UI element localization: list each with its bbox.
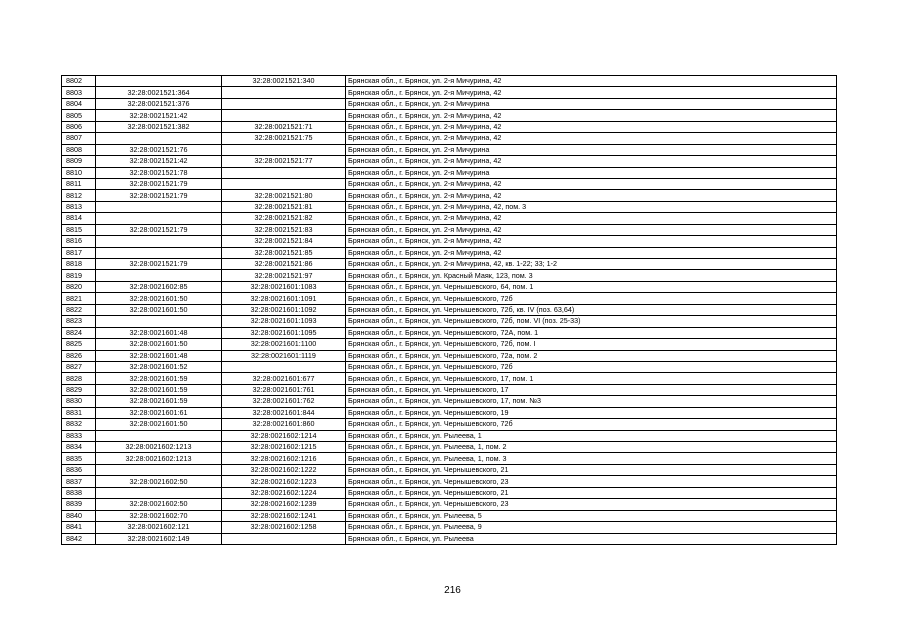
row-number-cell: 8814 <box>62 213 96 224</box>
address-cell: Брянская обл., г. Брянск, ул. Красный Маяк, 123, пом. 3 <box>346 270 837 281</box>
address-cell: Брянская обл., г. Брянск, ул. 2-я Мичурина, 42 <box>346 133 837 144</box>
table-row <box>62 361 837 372</box>
row-number-cell: 8805 <box>62 110 96 121</box>
row-number-cell: 8832 <box>62 419 96 430</box>
address-cell: Брянская обл., г. Брянск, ул. Чернышевского, 21 <box>346 487 837 498</box>
table-row <box>62 384 837 395</box>
table-row <box>62 419 837 430</box>
row-number-cell: 8826 <box>62 350 96 361</box>
object-cadastral-number-cell: 32:28:0021602:1239 <box>222 499 346 510</box>
table-row <box>62 442 837 453</box>
object-cadastral-number-cell: 32:28:0021521:97 <box>222 270 346 281</box>
table-row <box>62 190 837 201</box>
object-cadastral-number-cell: 32:28:0021601:1100 <box>222 339 346 350</box>
object-cadastral-number-cell: 32:28:0021601:1083 <box>222 281 346 292</box>
address-cell: Брянская обл., г. Брянск, ул. Чернышевского, 17 <box>346 384 837 395</box>
object-cadastral-number-cell: 32:28:0021601:677 <box>222 373 346 384</box>
row-number-cell: 8831 <box>62 407 96 418</box>
cadastral-number-cell: 32:28:0021521:79 <box>96 224 222 235</box>
row-number-cell: 8804 <box>62 98 96 109</box>
row-number-cell: 8828 <box>62 373 96 384</box>
cadastral-number-cell: 32:28:0021521:382 <box>96 121 222 132</box>
address-cell: Брянская обл., г. Брянск, ул. Чернышевского, 19 <box>346 407 837 418</box>
cadastral-number-cell: 32:28:0021602:85 <box>96 281 222 292</box>
address-cell: Брянская обл., г. Брянск, ул. 2-я Мичурина <box>346 98 837 109</box>
cadastral-number-cell: 32:28:0021602:1213 <box>96 442 222 453</box>
table-row <box>62 156 837 167</box>
table-row <box>62 304 837 315</box>
table-row <box>62 339 837 350</box>
object-cadastral-number-cell: 32:28:0021601:1095 <box>222 327 346 338</box>
cadastral-number-cell <box>96 270 222 281</box>
object-cadastral-number-cell: 32:28:0021602:1241 <box>222 510 346 521</box>
cadastral-number-cell: 32:28:0021521:78 <box>96 167 222 178</box>
page-number: 216 <box>444 585 461 596</box>
address-cell: Брянская обл., г. Брянск, ул. Чернышевского, 72б <box>346 361 837 372</box>
cadastral-number-cell: 32:28:0021601:48 <box>96 327 222 338</box>
address-cell: Брянская обл., г. Брянск, ул. Рылеева, 9 <box>346 522 837 533</box>
table-row <box>62 201 837 212</box>
table-row <box>62 213 837 224</box>
address-cell: Брянская обл., г. Брянск, ул. 2-я Мичурина, 42 <box>346 224 837 235</box>
table-row <box>62 236 837 247</box>
table-row <box>62 121 837 132</box>
cadastral-number-cell: 32:28:0021521:79 <box>96 190 222 201</box>
row-number-cell: 8825 <box>62 339 96 350</box>
cadastral-number-cell: 32:28:0021601:61 <box>96 407 222 418</box>
address-cell: Брянская обл., г. Брянск, ул. Чернышевского, 64, пом. 1 <box>346 281 837 292</box>
address-cell: Брянская обл., г. Брянск, ул. 2-я Мичурина, 42 <box>346 156 837 167</box>
row-number-cell: 8818 <box>62 259 96 270</box>
object-cadastral-number-cell: 32:28:0021602:1224 <box>222 487 346 498</box>
table-row <box>62 533 837 544</box>
registry-table-body <box>62 76 837 545</box>
cadastral-number-cell: 32:28:0021521:79 <box>96 178 222 189</box>
table-row <box>62 259 837 270</box>
row-number-cell: 8839 <box>62 499 96 510</box>
cadastral-number-cell <box>96 213 222 224</box>
address-cell: Брянская обл., г. Брянск, ул. 2-я Мичурина, 42, кв. 1-22; 33; 1-2 <box>346 259 837 270</box>
row-number-cell: 8820 <box>62 281 96 292</box>
address-cell: Брянская обл., г. Брянск, ул. 2-я Мичурина <box>346 167 837 178</box>
address-cell: Брянская обл., г. Брянск, ул. Чернышевского, 72а, пом. 2 <box>346 350 837 361</box>
address-cell: Брянская обл., г. Брянск, ул. 2-я Мичурина, 42 <box>346 121 837 132</box>
row-number-cell: 8829 <box>62 384 96 395</box>
row-number-cell: 8837 <box>62 476 96 487</box>
table-row <box>62 110 837 121</box>
cadastral-number-cell <box>96 430 222 441</box>
object-cadastral-number-cell: 32:28:0021601:761 <box>222 384 346 395</box>
table-row <box>62 270 837 281</box>
object-cadastral-number-cell <box>222 87 346 98</box>
row-number-cell: 8833 <box>62 430 96 441</box>
address-cell: Брянская обл., г. Брянск, ул. Чернышевского, 17, пом. 1 <box>346 373 837 384</box>
row-number-cell: 8808 <box>62 144 96 155</box>
table-row <box>62 476 837 487</box>
address-cell: Брянская обл., г. Брянск, ул. Рылеева <box>346 533 837 544</box>
address-cell: Брянская обл., г. Брянск, ул. 2-я Мичурина, 42 <box>346 87 837 98</box>
cadastral-number-cell: 32:28:0021601:50 <box>96 419 222 430</box>
address-cell: Брянская обл., г. Брянск, ул. Чернышевского, 17, пом. №3 <box>346 396 837 407</box>
object-cadastral-number-cell <box>222 533 346 544</box>
row-number-cell: 8811 <box>62 178 96 189</box>
row-number-cell: 8815 <box>62 224 96 235</box>
table-row <box>62 487 837 498</box>
table-row <box>62 281 837 292</box>
address-cell: Брянская обл., г. Брянск, ул. Чернышевского, 23 <box>346 476 837 487</box>
table-row <box>62 350 837 361</box>
row-number-cell: 8834 <box>62 442 96 453</box>
table-row <box>62 453 837 464</box>
table-row <box>62 499 837 510</box>
address-cell: Брянская обл., г. Брянск, ул. Рылеева, 1, пом. 2 <box>346 442 837 453</box>
object-cadastral-number-cell: 32:28:0021521:75 <box>222 133 346 144</box>
row-number-cell: 8827 <box>62 361 96 372</box>
cadastral-number-cell <box>96 316 222 327</box>
object-cadastral-number-cell: 32:28:0021521:85 <box>222 247 346 258</box>
address-cell: Брянская обл., г. Брянск, ул. 2-я Мичурина, 42 <box>346 190 837 201</box>
row-number-cell: 8807 <box>62 133 96 144</box>
cadastral-number-cell <box>96 201 222 212</box>
object-cadastral-number-cell: 32:28:0021601:1119 <box>222 350 346 361</box>
cadastral-number-cell: 32:28:0021521:42 <box>96 156 222 167</box>
cadastral-number-cell: 32:28:0021521:42 <box>96 110 222 121</box>
object-cadastral-number-cell <box>222 361 346 372</box>
address-cell: Брянская обл., г. Брянск, ул. 2-я Мичурина, 42 <box>346 178 837 189</box>
object-cadastral-number-cell: 32:28:0021601:844 <box>222 407 346 418</box>
object-cadastral-number-cell: 32:28:0021601:860 <box>222 419 346 430</box>
table-row <box>62 327 837 338</box>
object-cadastral-number-cell: 32:28:0021602:1215 <box>222 442 346 453</box>
address-cell: Брянская обл., г. Брянск, ул. 2-я Мичурина <box>346 144 837 155</box>
address-cell: Брянская обл., г. Брянск, ул. 2-я Мичурина, 42, пом. 3 <box>346 201 837 212</box>
cadastral-number-cell: 32:28:0021602:50 <box>96 476 222 487</box>
object-cadastral-number-cell: 32:28:0021521:84 <box>222 236 346 247</box>
cadastral-number-cell: 32:28:0021521:76 <box>96 144 222 155</box>
object-cadastral-number-cell: 32:28:0021521:77 <box>222 156 346 167</box>
cadastral-number-cell: 32:28:0021601:48 <box>96 350 222 361</box>
row-number-cell: 8810 <box>62 167 96 178</box>
row-number-cell: 8838 <box>62 487 96 498</box>
object-cadastral-number-cell <box>222 98 346 109</box>
object-cadastral-number-cell: 32:28:0021521:83 <box>222 224 346 235</box>
object-cadastral-number-cell: 32:28:0021601:1093 <box>222 316 346 327</box>
address-cell: Брянская обл., г. Брянск, ул. 2-я Мичурина, 42 <box>346 247 837 258</box>
address-cell: Брянская обл., г. Брянск, ул. Чернышевского, 72б, кв. IV (поз. 63,64) <box>346 304 837 315</box>
cadastral-number-cell <box>96 464 222 475</box>
row-number-cell: 8812 <box>62 190 96 201</box>
address-cell: Брянская обл., г. Брянск, ул. Рылеева, 1 <box>346 430 837 441</box>
table-row <box>62 167 837 178</box>
object-cadastral-number-cell: 32:28:0021521:82 <box>222 213 346 224</box>
table-row <box>62 224 837 235</box>
cadastral-number-cell: 32:28:0021601:59 <box>96 373 222 384</box>
cadastral-number-cell: 32:28:0021602:149 <box>96 533 222 544</box>
address-cell: Брянская обл., г. Брянск, ул. 2-я Мичурина, 42 <box>346 213 837 224</box>
row-number-cell: 8809 <box>62 156 96 167</box>
registry-table <box>61 75 837 545</box>
row-number-cell: 8841 <box>62 522 96 533</box>
cadastral-number-cell <box>96 133 222 144</box>
object-cadastral-number-cell <box>222 144 346 155</box>
object-cadastral-number-cell: 32:28:0021521:81 <box>222 201 346 212</box>
address-cell: Брянская обл., г. Брянск, ул. 2-я Мичурина, 42 <box>346 76 837 87</box>
cadastral-number-cell: 32:28:0021602:70 <box>96 510 222 521</box>
object-cadastral-number-cell: 32:28:0021602:1222 <box>222 464 346 475</box>
row-number-cell: 8835 <box>62 453 96 464</box>
cadastral-number-cell <box>96 487 222 498</box>
object-cadastral-number-cell: 32:28:0021602:1223 <box>222 476 346 487</box>
object-cadastral-number-cell: 32:28:0021602:1258 <box>222 522 346 533</box>
object-cadastral-number-cell <box>222 178 346 189</box>
cadastral-number-cell: 32:28:0021602:121 <box>96 522 222 533</box>
cadastral-number-cell: 32:28:0021601:50 <box>96 304 222 315</box>
address-cell: Брянская обл., г. Брянск, ул. Чернышевского, 72б <box>346 293 837 304</box>
address-cell: Брянская обл., г. Брянск, ул. Чернышевского, 72б, пом. VI (поз. 25-33) <box>346 316 837 327</box>
table-row <box>62 144 837 155</box>
cadastral-number-cell: 32:28:0021602:1213 <box>96 453 222 464</box>
table-row <box>62 430 837 441</box>
cadastral-number-cell <box>96 76 222 87</box>
object-cadastral-number-cell: 32:28:0021521:71 <box>222 121 346 132</box>
table-row <box>62 76 837 87</box>
row-number-cell: 8823 <box>62 316 96 327</box>
table-row <box>62 133 837 144</box>
row-number-cell: 8821 <box>62 293 96 304</box>
row-number-cell: 8813 <box>62 201 96 212</box>
cadastral-number-cell: 32:28:0021601:59 <box>96 396 222 407</box>
cadastral-number-cell: 32:28:0021521:376 <box>96 98 222 109</box>
row-number-cell: 8822 <box>62 304 96 315</box>
address-cell: Брянская обл., г. Брянск, ул. Чернышевского, 23 <box>346 499 837 510</box>
address-cell: Брянская обл., г. Брянск, ул. Чернышевского, 72б <box>346 419 837 430</box>
row-number-cell: 8816 <box>62 236 96 247</box>
object-cadastral-number-cell: 32:28:0021602:1216 <box>222 453 346 464</box>
object-cadastral-number-cell: 32:28:0021521:86 <box>222 259 346 270</box>
cadastral-number-cell: 32:28:0021521:364 <box>96 87 222 98</box>
address-cell: Брянская обл., г. Брянск, ул. Рылеева, 5 <box>346 510 837 521</box>
address-cell: Брянская обл., г. Брянск, ул. 2-я Мичурина, 42 <box>346 110 837 121</box>
object-cadastral-number-cell: 32:28:0021602:1214 <box>222 430 346 441</box>
object-cadastral-number-cell <box>222 110 346 121</box>
cadastral-number-cell <box>96 236 222 247</box>
address-cell: Брянская обл., г. Брянск, ул. Чернышевского, 72б, пом. I <box>346 339 837 350</box>
table-row <box>62 464 837 475</box>
cadastral-number-cell: 32:28:0021521:79 <box>96 259 222 270</box>
cadastral-number-cell: 32:28:0021602:50 <box>96 499 222 510</box>
row-number-cell: 8803 <box>62 87 96 98</box>
table-row <box>62 407 837 418</box>
row-number-cell: 8824 <box>62 327 96 338</box>
address-cell: Брянская обл., г. Брянск, ул. Чернышевского, 72А, пом. 1 <box>346 327 837 338</box>
object-cadastral-number-cell: 32:28:0021521:340 <box>222 76 346 87</box>
cadastral-number-cell: 32:28:0021601:50 <box>96 293 222 304</box>
row-number-cell: 8840 <box>62 510 96 521</box>
address-cell: Брянская обл., г. Брянск, ул. Чернышевского, 21 <box>346 464 837 475</box>
row-number-cell: 8819 <box>62 270 96 281</box>
table-row <box>62 510 837 521</box>
cadastral-number-cell: 32:28:0021601:50 <box>96 339 222 350</box>
object-cadastral-number-cell: 32:28:0021601:1091 <box>222 293 346 304</box>
table-row <box>62 373 837 384</box>
row-number-cell: 8836 <box>62 464 96 475</box>
address-cell: Брянская обл., г. Брянск, ул. 2-я Мичурина, 42 <box>346 236 837 247</box>
table-row <box>62 178 837 189</box>
object-cadastral-number-cell <box>222 167 346 178</box>
row-number-cell: 8830 <box>62 396 96 407</box>
row-number-cell: 8842 <box>62 533 96 544</box>
cadastral-number-cell <box>96 247 222 258</box>
object-cadastral-number-cell: 32:28:0021601:1092 <box>222 304 346 315</box>
row-number-cell: 8806 <box>62 121 96 132</box>
table-row <box>62 98 837 109</box>
cadastral-number-cell: 32:28:0021601:52 <box>96 361 222 372</box>
row-number-cell: 8802 <box>62 76 96 87</box>
table-row <box>62 87 837 98</box>
cadastral-number-cell: 32:28:0021601:59 <box>96 384 222 395</box>
address-cell: Брянская обл., г. Брянск, ул. Рылеева, 1, пом. 3 <box>346 453 837 464</box>
table-row <box>62 293 837 304</box>
table-row <box>62 316 837 327</box>
row-number-cell: 8817 <box>62 247 96 258</box>
table-row <box>62 247 837 258</box>
object-cadastral-number-cell: 32:28:0021521:80 <box>222 190 346 201</box>
table-row <box>62 522 837 533</box>
table-row <box>62 396 837 407</box>
object-cadastral-number-cell: 32:28:0021601:762 <box>222 396 346 407</box>
